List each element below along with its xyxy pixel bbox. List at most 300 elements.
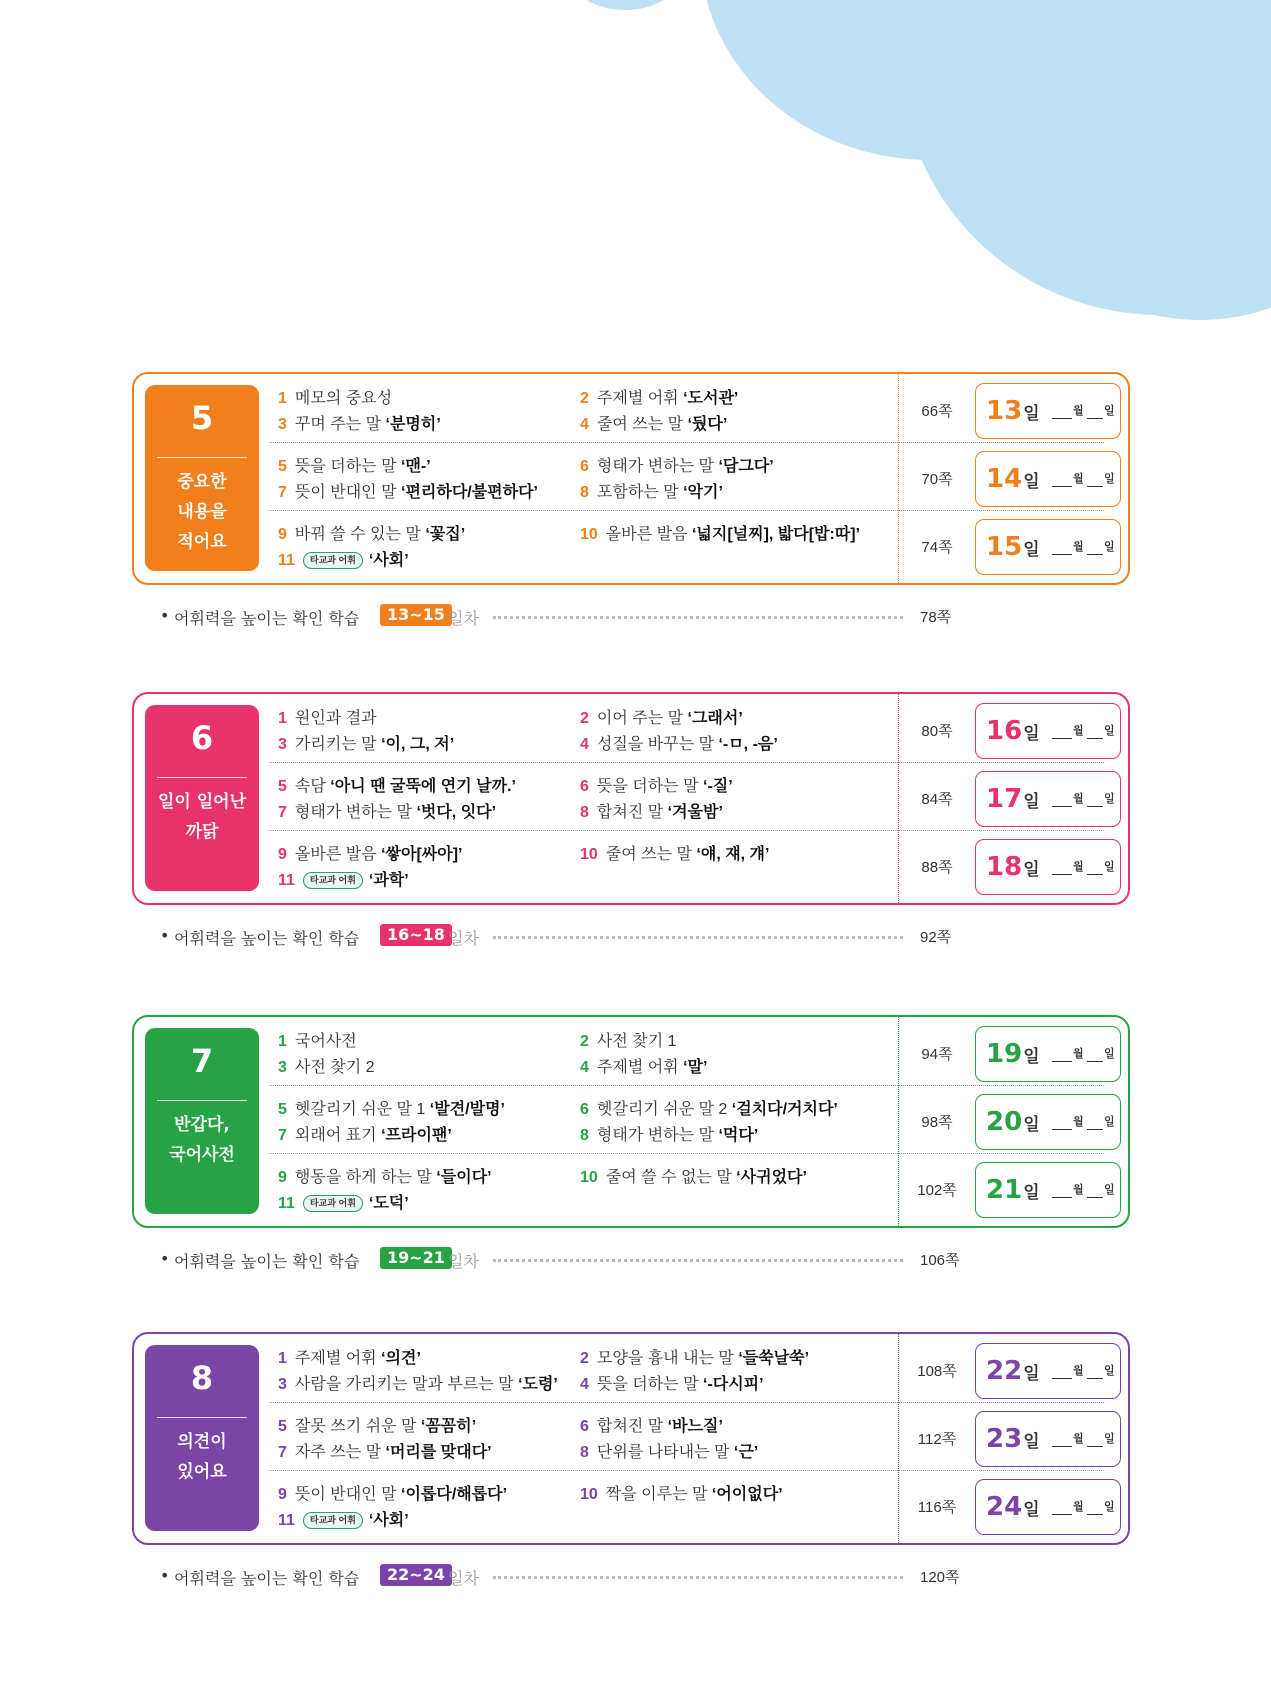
page-number: 94쪽 — [921, 1046, 953, 1063]
lesson-keyword: ‘도서관’ — [683, 390, 739, 407]
study-day-number — [986, 785, 1040, 816]
lesson-keyword: ‘맨-’ — [401, 458, 431, 475]
study-day-number — [986, 1108, 1040, 1139]
lesson-number: 2 — [580, 390, 589, 407]
unit-title: 중요한 내용을 적어요 — [177, 472, 227, 552]
month-blank[interactable] — [1052, 722, 1072, 739]
study-day-box[interactable] — [975, 451, 1121, 507]
review-page-number: 92쪽 — [920, 929, 952, 946]
date-label: 일 — [1104, 540, 1115, 553]
unit-box — [132, 1015, 1130, 1228]
lesson-title: 주제별 어휘 — [596, 390, 679, 407]
date-label: 일 — [1104, 1115, 1115, 1128]
month-label: 월 — [1073, 472, 1084, 485]
lesson-number: 3 — [278, 1376, 287, 1393]
lesson-title: 짝을 이루는 말 — [605, 1486, 708, 1503]
month-label: 월 — [1073, 792, 1084, 805]
lesson-title: 뜻을 더하는 말 — [294, 458, 397, 475]
study-day-number — [986, 397, 1040, 428]
lesson-number: 7 — [278, 804, 287, 821]
lesson-number: 2 — [580, 1350, 589, 1367]
date-blank[interactable] — [1087, 790, 1103, 807]
lesson-title: 자주 쓰는 말 — [294, 1444, 382, 1461]
cross-subject-tag: 타교과 어휘 — [303, 872, 363, 889]
lesson-item[interactable] — [580, 1376, 764, 1394]
lesson-keyword: ‘그래서’ — [687, 710, 743, 727]
page-number: 102쪽 — [917, 1182, 957, 1199]
lesson-keyword: ‘어이없다’ — [711, 1486, 783, 1503]
lesson-number: 4 — [580, 1376, 589, 1393]
day-unit: 일 — [1023, 724, 1040, 744]
date-label: 일 — [1104, 404, 1115, 417]
month-blank[interactable] — [1052, 1181, 1072, 1198]
page-number: 80쪽 — [921, 723, 953, 740]
lesson-item[interactable] — [580, 1350, 809, 1368]
month-label: 월 — [1073, 1183, 1084, 1196]
lesson-item[interactable] — [580, 1033, 677, 1051]
day-unit: 일 — [1023, 404, 1040, 424]
lesson-number: 11 — [278, 872, 295, 889]
date-blank[interactable] — [1087, 470, 1103, 487]
lesson-title: 성질을 바꾸는 말 — [596, 736, 714, 753]
lesson-title: 합쳐진 말 — [596, 1418, 664, 1435]
lesson-title: 모양을 흉내 내는 말 — [596, 1350, 734, 1367]
unit-number: 8 — [190, 1359, 214, 1397]
lesson-number: 7 — [278, 484, 287, 501]
lesson-title: 사전 찾기 1 — [596, 1033, 677, 1050]
lesson-number: 6 — [580, 458, 589, 475]
page-number: 66쪽 — [921, 403, 953, 420]
month-blank[interactable] — [1052, 1113, 1072, 1130]
lesson-number: 11 — [278, 1512, 295, 1529]
lesson-number: 4 — [580, 1059, 589, 1076]
lesson-title: 국어사전 — [294, 1033, 357, 1050]
lesson-number: 3 — [278, 1059, 287, 1076]
lesson-keyword: ‘-ㅁ, -음’ — [718, 736, 778, 753]
study-day-box[interactable] — [975, 1479, 1121, 1535]
lesson-keyword: ‘편리하다/불편하다’ — [401, 484, 538, 501]
unit-box — [132, 692, 1130, 905]
lesson-title: 뜻이 반대인 말 — [294, 484, 397, 501]
month-blank[interactable] — [1052, 1045, 1072, 1062]
unit-badge — [145, 1028, 259, 1214]
lesson-item[interactable] — [278, 1195, 409, 1213]
lesson-item[interactable] — [580, 1101, 838, 1119]
lesson-keyword: ‘이롭다/해롭다’ — [401, 1486, 508, 1503]
lesson-number: 9 — [278, 846, 287, 863]
date-blank[interactable] — [1087, 1430, 1103, 1447]
date-blank[interactable] — [1087, 1362, 1103, 1379]
lesson-item[interactable] — [278, 1169, 492, 1187]
month-label: 월 — [1073, 860, 1084, 873]
lesson-item[interactable] — [580, 458, 774, 476]
lesson-title: 형태가 변하는 말 — [294, 804, 412, 821]
lesson-keyword: ‘이, 그, 저’ — [381, 736, 455, 753]
lesson-number: 3 — [278, 416, 287, 433]
day-unit: 일 — [1023, 860, 1040, 880]
bullet-icon: • — [160, 1249, 170, 1268]
lesson-title: 메모의 중요성 — [294, 390, 393, 407]
lesson-number: 1 — [278, 1033, 287, 1050]
lesson-number: 6 — [580, 1418, 589, 1435]
dotted-leader — [493, 1576, 903, 1579]
badge-divider — [157, 457, 247, 458]
lesson-number: 9 — [278, 526, 287, 543]
month-blank[interactable] — [1052, 402, 1072, 419]
lesson-number: 9 — [278, 1486, 287, 1503]
lesson-item[interactable] — [580, 778, 733, 796]
lesson-item[interactable] — [278, 1512, 409, 1530]
lesson-number: 10 — [580, 846, 598, 863]
lesson-number: 1 — [278, 390, 287, 407]
day-value: 21 — [986, 1175, 1023, 1205]
study-day-box[interactable] — [975, 383, 1121, 439]
date-blank[interactable] — [1087, 1181, 1103, 1198]
lesson-item[interactable] — [278, 1059, 375, 1077]
lesson-item[interactable] — [580, 1444, 758, 1462]
lesson-number: 8 — [580, 1127, 589, 1144]
lesson-item[interactable] — [278, 872, 409, 890]
lesson-item[interactable] — [278, 710, 377, 728]
month-blank[interactable] — [1052, 790, 1072, 807]
lesson-keyword: ‘걸치다/거치다’ — [731, 1101, 838, 1118]
lesson-title: 올바른 발음 — [605, 526, 688, 543]
lesson-keyword: ‘분명히’ — [385, 416, 441, 433]
lesson-title: 올바른 발음 — [294, 846, 377, 863]
dotted-leader — [493, 936, 903, 939]
day-value: 17 — [986, 784, 1023, 814]
review-page-number: 78쪽 — [920, 609, 952, 626]
lesson-item[interactable] — [580, 390, 738, 408]
study-day-number — [986, 1493, 1040, 1524]
unit-box — [132, 1332, 1130, 1545]
unit-badge — [145, 385, 259, 571]
month-blank[interactable] — [1052, 1498, 1072, 1515]
unit-title: 일이 일어난 까닭 — [157, 792, 247, 842]
lesson-item[interactable] — [278, 552, 409, 570]
unit-badge — [145, 1345, 259, 1531]
review-day-range: 19~21 — [380, 1247, 452, 1269]
study-day-box[interactable] — [975, 1026, 1121, 1082]
review-title: 어휘력을 높이는 확인 학습 — [174, 929, 360, 948]
lesson-keyword: ‘꼼꼼히’ — [420, 1418, 477, 1435]
lesson-item[interactable] — [580, 1486, 783, 1504]
day-value: 19 — [986, 1039, 1023, 1069]
lesson-keyword: ‘말’ — [683, 1059, 708, 1076]
bullet-icon: • — [160, 1566, 170, 1585]
unit-box — [132, 372, 1130, 585]
study-day-number — [986, 853, 1040, 884]
lesson-keyword: ‘머리를 맞대다’ — [385, 1444, 492, 1461]
day-value: 16 — [986, 716, 1023, 746]
lesson-keyword: ‘근’ — [733, 1444, 759, 1461]
cross-subject-tag: 타교과 어휘 — [303, 1512, 363, 1529]
study-day-box[interactable] — [975, 703, 1121, 759]
lesson-title: 속담 — [294, 778, 326, 795]
month-blank[interactable] — [1052, 538, 1072, 555]
month-label: 월 — [1073, 404, 1084, 417]
page-number: 112쪽 — [917, 1431, 957, 1448]
dotted-leader — [493, 616, 903, 619]
day-unit: 일 — [1023, 1432, 1040, 1452]
lesson-item[interactable] — [278, 1033, 357, 1051]
cloud-decoration-4 — [570, 0, 680, 10]
review-line[interactable] — [160, 1566, 960, 1590]
lesson-number: 7 — [278, 1127, 287, 1144]
lesson-number: 11 — [278, 1195, 295, 1212]
lesson-title: 원인과 결과 — [294, 710, 377, 727]
lesson-title: 바꿔 쓸 수 있는 말 — [294, 526, 421, 543]
lesson-item[interactable] — [278, 1444, 492, 1462]
lesson-keyword: ‘들쑥날쑥’ — [738, 1350, 810, 1367]
month-label: 월 — [1073, 1364, 1084, 1377]
date-blank[interactable] — [1087, 1498, 1103, 1515]
lesson-title: 꾸며 주는 말 — [294, 416, 382, 433]
lesson-item[interactable] — [278, 484, 538, 502]
lesson-item[interactable] — [278, 1486, 507, 1504]
lesson-title: 뜻이 반대인 말 — [294, 1486, 397, 1503]
lesson-keyword: ‘사회’ — [368, 1512, 409, 1529]
lesson-keyword: ‘바느질’ — [667, 1418, 723, 1435]
lesson-number: 9 — [278, 1169, 287, 1186]
lesson-keyword: ‘겨울밤’ — [667, 804, 723, 821]
day-value: 18 — [986, 852, 1023, 882]
study-day-number — [986, 717, 1040, 748]
lesson-title: 주제별 어휘 — [596, 1059, 679, 1076]
date-blank[interactable] — [1087, 402, 1103, 419]
day-unit: 일 — [1023, 1047, 1040, 1067]
date-blank[interactable] — [1087, 722, 1103, 739]
badge-divider — [157, 1417, 247, 1418]
date-label: 일 — [1104, 792, 1115, 805]
unit-badge — [145, 705, 259, 891]
date-label: 일 — [1104, 1183, 1115, 1196]
lesson-title: 사람을 가리키는 말과 부르는 말 — [294, 1376, 514, 1393]
lesson-number: 5 — [278, 778, 287, 795]
lesson-item[interactable] — [278, 1101, 505, 1119]
review-title: 어휘력을 높이는 확인 학습 — [174, 1569, 360, 1588]
review-line[interactable] — [160, 1249, 960, 1273]
date-label: 일 — [1104, 1432, 1115, 1445]
lesson-keyword: ‘뒀다’ — [687, 416, 728, 433]
month-blank[interactable] — [1052, 858, 1072, 875]
lesson-keyword: ‘벗다, 잇다’ — [416, 804, 497, 821]
lesson-number: 6 — [580, 778, 589, 795]
lesson-title: 뜻을 더하는 말 — [596, 1376, 699, 1393]
review-title: 어휘력을 높이는 확인 학습 — [174, 609, 360, 628]
lesson-item[interactable] — [278, 778, 516, 796]
lesson-number: 11 — [278, 552, 295, 569]
page-number: 88쪽 — [921, 859, 953, 876]
lesson-keyword: ‘-다시피’ — [703, 1376, 764, 1393]
lesson-item[interactable] — [278, 1350, 421, 1368]
unit-number: 6 — [190, 719, 214, 757]
lesson-keyword: ‘도령’ — [518, 1376, 558, 1393]
lesson-keyword: ‘-질’ — [703, 778, 733, 795]
lesson-item[interactable] — [580, 1418, 723, 1436]
page-number: 116쪽 — [917, 1499, 957, 1516]
date-label: 일 — [1104, 724, 1115, 737]
lesson-item[interactable] — [580, 484, 723, 502]
lesson-item[interactable] — [580, 1127, 758, 1145]
month-label: 월 — [1073, 1432, 1084, 1445]
lesson-number: 1 — [278, 1350, 287, 1367]
date-blank[interactable] — [1087, 538, 1103, 555]
lesson-item[interactable] — [580, 736, 778, 754]
day-unit: 일 — [1023, 472, 1040, 492]
study-day-box[interactable] — [975, 839, 1121, 895]
month-label: 월 — [1073, 1115, 1084, 1128]
lesson-item[interactable] — [278, 846, 462, 864]
day-value: 23 — [986, 1424, 1023, 1454]
day-value: 24 — [986, 1492, 1023, 1522]
lesson-item[interactable] — [580, 710, 743, 728]
lesson-item[interactable] — [278, 804, 496, 822]
lesson-title: 합쳐진 말 — [596, 804, 664, 821]
lesson-number: 10 — [580, 1486, 598, 1503]
review-line[interactable] — [160, 606, 960, 630]
lesson-keyword: ‘담그다’ — [718, 458, 774, 475]
lesson-title: 줄여 쓰는 말 — [605, 846, 692, 863]
lesson-title: 형태가 변하는 말 — [596, 1127, 714, 1144]
lesson-title: 이어 주는 말 — [596, 710, 684, 727]
lesson-keyword: ‘들이다’ — [436, 1169, 492, 1186]
lesson-title: 가리키는 말 — [294, 736, 377, 753]
lesson-number: 5 — [278, 1418, 287, 1435]
study-day-number — [986, 465, 1040, 496]
day-value: 22 — [986, 1356, 1023, 1386]
lesson-number: 4 — [580, 416, 589, 433]
cross-subject-tag: 타교과 어휘 — [303, 1195, 363, 1212]
page-number: 74쪽 — [921, 539, 953, 556]
date-label: 일 — [1104, 472, 1115, 485]
lesson-item[interactable] — [278, 736, 454, 754]
lesson-title: 사전 찾기 2 — [294, 1059, 375, 1076]
lesson-item[interactable] — [278, 458, 431, 476]
review-suffix: 일차 — [448, 929, 479, 948]
lesson-keyword: ‘악기’ — [683, 484, 723, 501]
lesson-item[interactable] — [580, 846, 769, 864]
lesson-item[interactable] — [580, 1169, 807, 1187]
study-day-box[interactable] — [975, 771, 1121, 827]
month-blank[interactable] — [1052, 1430, 1072, 1447]
lesson-item[interactable] — [278, 1418, 476, 1436]
lesson-number: 8 — [580, 484, 589, 501]
lesson-title: 줄여 쓸 수 없는 말 — [605, 1169, 732, 1186]
unit-title: 반갑다, 국어사전 — [169, 1115, 235, 1165]
lesson-title: 헷갈리기 쉬운 말 2 — [596, 1101, 728, 1118]
page-number: 108쪽 — [917, 1363, 957, 1380]
lesson-keyword: ‘도덕’ — [368, 1195, 409, 1212]
lesson-title: 주제별 어휘 — [294, 1350, 377, 1367]
dotted-leader — [493, 1259, 903, 1262]
review-suffix: 일차 — [448, 609, 479, 628]
review-page-number: 106쪽 — [920, 1252, 960, 1269]
lesson-keyword: ‘사귀었다’ — [736, 1169, 807, 1186]
date-blank[interactable] — [1087, 1113, 1103, 1130]
lesson-item[interactable] — [580, 416, 727, 434]
review-line[interactable] — [160, 926, 960, 950]
month-blank[interactable] — [1052, 470, 1072, 487]
study-day-box[interactable] — [975, 519, 1121, 575]
lesson-keyword: ‘쌓아[싸아]’ — [381, 846, 463, 863]
study-day-number — [986, 533, 1040, 564]
lesson-title: 단위를 나타내는 말 — [596, 1444, 730, 1461]
study-day-number — [986, 1040, 1040, 1071]
date-blank[interactable] — [1087, 1045, 1103, 1062]
lesson-title: 포함하는 말 — [596, 484, 679, 501]
study-day-box[interactable] — [975, 1162, 1121, 1218]
review-day-range: 22~24 — [380, 1564, 452, 1586]
study-day-number — [986, 1176, 1040, 1207]
day-unit: 일 — [1023, 1500, 1040, 1520]
lesson-title: 줄여 쓰는 말 — [596, 416, 684, 433]
date-blank[interactable] — [1087, 858, 1103, 875]
review-suffix: 일차 — [448, 1252, 479, 1271]
lesson-number: 4 — [580, 736, 589, 753]
lesson-number: 5 — [278, 458, 287, 475]
month-blank[interactable] — [1052, 1362, 1072, 1379]
date-label: 일 — [1104, 1364, 1115, 1377]
badge-divider — [157, 1100, 247, 1101]
lesson-item[interactable] — [278, 390, 392, 408]
lesson-title: 뜻을 더하는 말 — [596, 778, 699, 795]
lesson-item[interactable] — [278, 526, 465, 544]
study-day-box[interactable] — [975, 1411, 1121, 1467]
study-day-number — [986, 1425, 1040, 1456]
review-day-range: 16~18 — [380, 924, 452, 946]
lesson-title: 외래어 표기 — [294, 1127, 377, 1144]
lesson-title: 헷갈리기 쉬운 말 1 — [294, 1101, 426, 1118]
review-suffix: 일차 — [448, 1569, 479, 1588]
month-label: 월 — [1073, 540, 1084, 553]
lesson-number: 1 — [278, 710, 287, 727]
lesson-item[interactable] — [278, 416, 441, 434]
date-label: 일 — [1104, 1047, 1115, 1060]
lesson-number: 8 — [580, 804, 589, 821]
lesson-number: 3 — [278, 736, 287, 753]
page-number: 84쪽 — [921, 791, 953, 808]
lesson-number: 10 — [580, 1169, 598, 1186]
lesson-keyword: ‘프라이팬’ — [381, 1127, 452, 1144]
lesson-title: 잘못 쓰기 쉬운 말 — [294, 1418, 417, 1435]
lesson-item[interactable] — [580, 526, 860, 544]
review-day-range: 13~15 — [380, 604, 452, 626]
lesson-keyword: ‘과학’ — [368, 872, 409, 889]
study-day-box[interactable] — [975, 1094, 1121, 1150]
lesson-keyword: ‘발견/발명’ — [429, 1101, 505, 1118]
lesson-title: 형태가 변하는 말 — [596, 458, 714, 475]
lesson-item[interactable] — [580, 804, 723, 822]
lesson-keyword: ‘넓지[널찌], 밟다[밥:따]’ — [691, 526, 861, 543]
day-unit: 일 — [1023, 1115, 1040, 1135]
day-value: 14 — [986, 464, 1023, 494]
lesson-item[interactable] — [278, 1376, 558, 1394]
date-label: 일 — [1104, 860, 1115, 873]
study-day-box[interactable] — [975, 1343, 1121, 1399]
day-unit: 일 — [1023, 540, 1040, 560]
lesson-item[interactable] — [278, 1127, 452, 1145]
study-day-number — [986, 1357, 1040, 1388]
bullet-icon: • — [160, 926, 170, 945]
lesson-keyword: ‘먹다’ — [718, 1127, 759, 1144]
unit-number: 7 — [190, 1042, 214, 1080]
lesson-keyword: ‘의견’ — [381, 1350, 421, 1367]
lesson-number: 10 — [580, 526, 598, 543]
lesson-number: 7 — [278, 1444, 287, 1461]
lesson-item[interactable] — [580, 1059, 707, 1077]
unit-number: 5 — [190, 399, 214, 437]
